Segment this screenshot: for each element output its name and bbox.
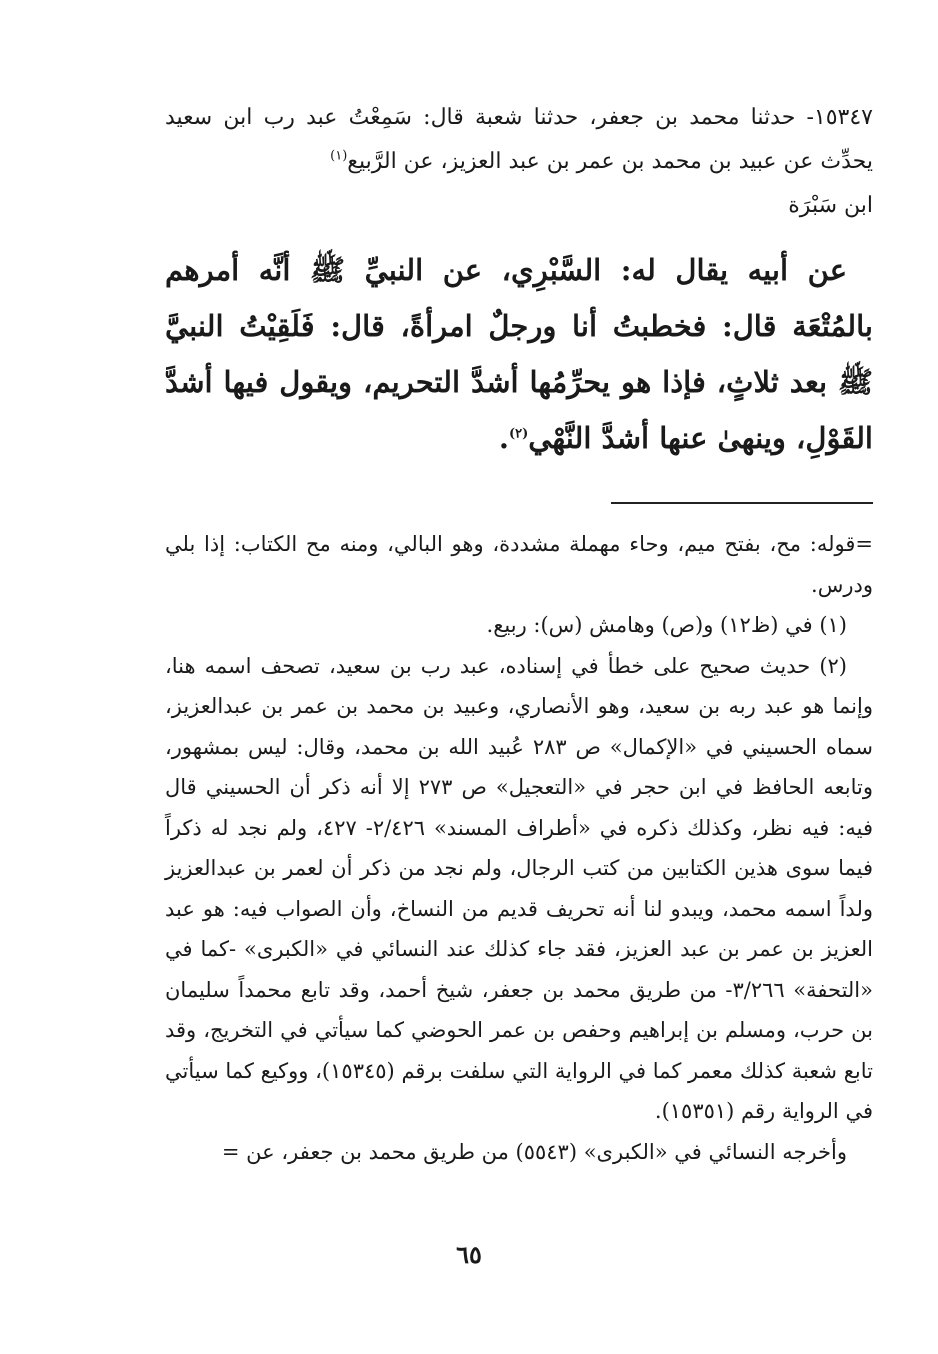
hadith-text [165, 242, 873, 466]
footnote-2-continued: وأخرجه النسائي في «الكبرى» (٥٥٤٣) من طريق محمد بن جعفر، عن = [221, 1139, 847, 1164]
footnote-separator [611, 502, 873, 504]
footnote-2: (٢) حديث صحيح على خطأ في إسناده، عبد رب بن سعيد، تصحف اسمه هنا، وإنما هو عبد ربه بن سعيد، وهو الأنصاري، وعبيد بن محمد بن عمر بن عبدالعزيز، سماه الحسيني في «الإكمال» ص ٢٨٣ عُبيد الله بن محمد، وقال: ليس بمشهور، وتابعه الحافظ في ابن حجر في «التعجيل» ص ٢٧٣ إلا أنه ذكر أن الحسيني قال فيه: فيه نظر، وكذلك ذكره في «أطراف المسند» ٢/٤٢٦- ٤٢٧، ولم نجد له ذكراً فيما سوى هذين الكتابين من كتب الرجال، ولم نجد من ذكر أن لعمر بن عبدالعزيز ولداً اسمه محمد، ويبدو لنا أنه تحريف قديم من النساخ، وأن الصواب فيه: هو عبد العزيز بن عمر بن عبد العزيز، فقد جاء كذلك عند النسائي في «الكبرى» -كما في «التحفة» ٣/٢٦٦- من طريق محمد بن جعفر، شيخ أحمد، وقد تابع محمداً سليمان بن حرب، ومسلم بن إبراهيم وحفص بن عمر الحوضي كما سيأتي في التخريج، وقد تابع شعبة كذلك معمر كما في الرواية التي سلفت برقم (١٥٣٤٥)، ووكيع كما سيأتي في الرواية رقم (١٥٣٥١). [165, 653, 874, 1123]
hadith-chain-text: ١٥٣٤٧- حدثنا محمد بن جعفر، حدثنا شعبة قال: سَمِعْتُ عبد رب ابن سعيد يحدِّث عن عبيد بن محمد بن عمر بن عبد العزيز، عن الرَّبيع [165, 105, 873, 174]
footnotes [165, 524, 873, 1172]
footnote-ref-1: (١) [330, 148, 348, 164]
page-number: ٦٥ [456, 1240, 482, 1269]
hadith-chain [165, 96, 873, 184]
footnote-ref-2: (٢) [508, 426, 529, 442]
hadith-matn [165, 242, 873, 466]
footnote-1: (١) في (ظ١٢) و(ص) وهامش (س): ربيع. [486, 613, 847, 637]
footnote-continuation: =قوله: مح، بفتح ميم، وحاء مهملة مشددة، وهو البالي، ومنه مح الكتاب: إذا بلي ودرس. [165, 532, 873, 597]
hadith-matn-text: عن أبيه يقال له: السَّبْرِي، عن النبيِّ ﷺ أنَّه أمرهم بالمُتْعَة قال: فخطبتُ أنا ورجلٌ امرأةً، قال: فَلَقِيْتُ النبيَّ ﷺ بعد ثلاثٍ، فإذا هو يحرِّمُها أشدَّ التحريم، ويقول فيها أشدَّ القَوْلِ، وينهىٰ عنها أشدَّ النَّهْي [165, 253, 873, 455]
hadith-header [165, 96, 873, 228]
hadith-end-mark: . [498, 421, 509, 455]
hadith-chain-tail: ابن سَبْرَة [788, 193, 873, 218]
